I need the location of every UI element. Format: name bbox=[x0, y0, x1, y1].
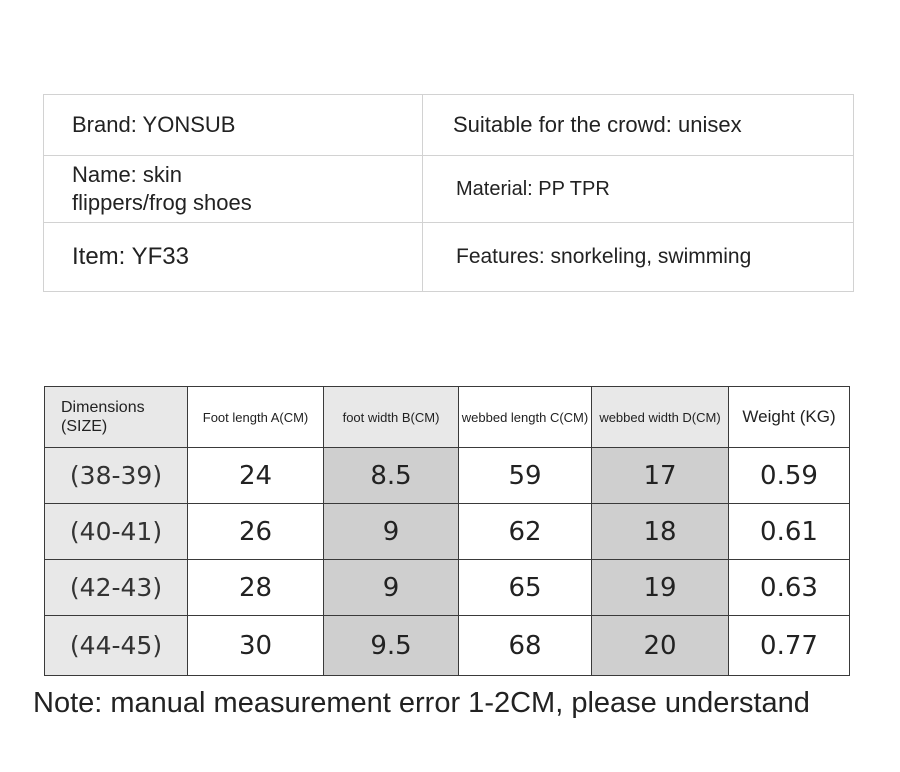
webbed-width-cell: 18 bbox=[592, 504, 729, 560]
foot-width-cell: 9 bbox=[324, 560, 459, 616]
foot-width-cell: 8.5 bbox=[324, 448, 459, 504]
weight-cell: 0.63 bbox=[729, 560, 850, 616]
measurement-note: Note: manual measurement error 1-2CM, please understand bbox=[33, 687, 810, 719]
foot-width-cell: 9 bbox=[324, 504, 459, 560]
foot-length-cell: 26 bbox=[188, 504, 324, 560]
size-cell: (40-41) bbox=[45, 504, 188, 560]
features-cell: Features: snorkeling, swimming bbox=[423, 223, 854, 292]
name-line-2: flippers/frog shoes bbox=[72, 190, 252, 215]
webbed-length-cell: 62 bbox=[459, 504, 592, 560]
weight-cell: 0.77 bbox=[729, 616, 850, 676]
product-info-table bbox=[43, 94, 854, 292]
webbed-length-cell: 59 bbox=[459, 448, 592, 504]
size-cell: (38-39) bbox=[45, 448, 188, 504]
foot-length-header: Foot length A(CM) bbox=[188, 387, 324, 448]
webbed-width-header: webbed width D(CM) bbox=[592, 387, 729, 448]
size-table bbox=[44, 386, 850, 676]
brand-cell: Brand: YONSUB bbox=[44, 95, 423, 156]
name-line-1: Name: skin bbox=[72, 162, 183, 187]
webbed-length-header: webbed length C(CM) bbox=[459, 387, 592, 448]
table-row bbox=[45, 616, 850, 676]
weight-header: Weight (KG) bbox=[729, 387, 850, 448]
weight-cell: 0.61 bbox=[729, 504, 850, 560]
webbed-width-cell: 20 bbox=[592, 616, 729, 676]
crowd-cell: Suitable for the crowd: unisex bbox=[423, 95, 854, 156]
table-row bbox=[45, 560, 850, 616]
info-row bbox=[44, 95, 854, 156]
foot-width-cell: 9.5 bbox=[324, 616, 459, 676]
size-label: (SIZE) bbox=[61, 418, 108, 435]
info-row bbox=[44, 156, 854, 223]
foot-length-cell: 24 bbox=[188, 448, 324, 504]
webbed-length-cell: 65 bbox=[459, 560, 592, 616]
size-table-header-row bbox=[45, 387, 850, 448]
foot-width-header: foot width B(CM) bbox=[324, 387, 459, 448]
info-row bbox=[44, 223, 854, 292]
item-cell: Item: YF33 bbox=[44, 223, 423, 292]
size-cell: (44-45) bbox=[45, 616, 188, 676]
table-row bbox=[45, 448, 850, 504]
foot-length-cell: 30 bbox=[188, 616, 324, 676]
foot-length-cell: 28 bbox=[188, 560, 324, 616]
material-cell: Material: PP TPR bbox=[423, 156, 854, 223]
size-cell: (42-43) bbox=[45, 560, 188, 616]
webbed-width-cell: 19 bbox=[592, 560, 729, 616]
webbed-width-cell: 17 bbox=[592, 448, 729, 504]
webbed-length-cell: 68 bbox=[459, 616, 592, 676]
dimensions-header bbox=[45, 387, 188, 448]
name-cell bbox=[44, 156, 423, 223]
weight-cell: 0.59 bbox=[729, 448, 850, 504]
table-row bbox=[45, 504, 850, 560]
dimensions-label: Dimensions bbox=[61, 399, 145, 416]
